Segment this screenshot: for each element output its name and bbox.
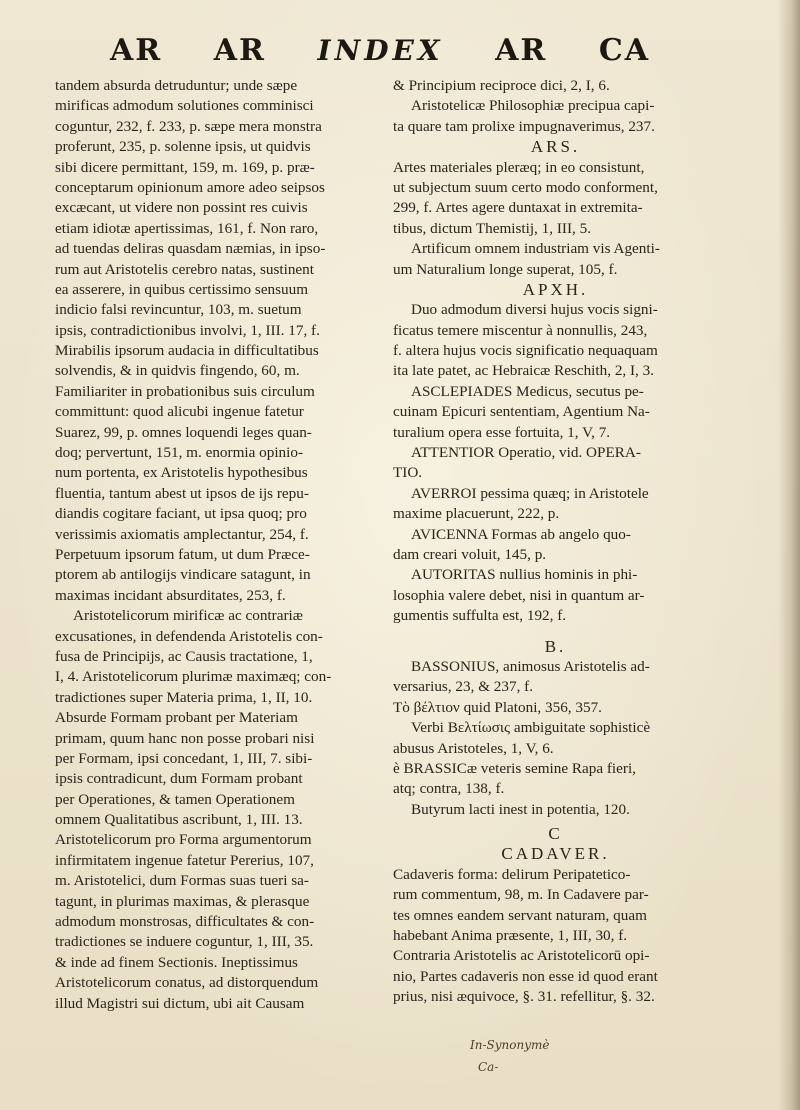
- right-column: [393, 76, 718, 1008]
- index-heading: ΑΡΧΗ.: [522, 279, 589, 299]
- text-line: verissimis axiomatis amplectantur, 254, f.: [55, 525, 309, 543]
- text-line: ea asserere, in quibus certissimo sensuum: [55, 280, 309, 298]
- header-word-1: AR: [110, 32, 163, 68]
- text-line: coguntur, 232, f. 233, p. sæpe mera monstra: [55, 117, 322, 135]
- text-line: Aristotelicorum conatus, ad distorquendum: [55, 974, 319, 992]
- text-line: tes omnes eandem servant naturam, quam: [393, 906, 647, 924]
- text-line: conceptarum opinionum amore adeo seipsos: [55, 178, 325, 196]
- text-line: nio, Partes cadaveris non esse id quod erant: [393, 967, 658, 985]
- text-line: doq; pervertunt, 151, m. enormia opinio-: [55, 444, 304, 462]
- text-line: è BRASSICæ veteris semine Rapa fieri,: [393, 759, 636, 777]
- text-line: Τὸ βέλτιον quid Platoni, 356, 357.: [393, 698, 602, 716]
- text-line: per Operationes, & tamen Operationem: [55, 790, 295, 808]
- text-line: maxime placuerunt, 222, p.: [393, 505, 560, 523]
- header-index: INDEX: [317, 33, 444, 67]
- text-line: ATTENTIOR Operatio, vid. OPERA-: [411, 444, 641, 462]
- text-line: infirmitatem ingenue fatetur Pererius, 107,: [55, 851, 314, 869]
- text-line: tradictiones super Materia prima, 1, II, 10.: [55, 688, 313, 706]
- text-line: dam creari voluit, 145, p.: [393, 545, 547, 563]
- text-line: Artes materiales pleræq; in eo consistunt,: [393, 158, 645, 176]
- text-line: AUTORITAS nullius hominis in phi-: [411, 566, 638, 584]
- text-line: rum aut Aristotelis cerebro natas, sustinent: [55, 260, 314, 278]
- index-heading: C: [548, 824, 563, 844]
- text-line: Aristotelicorum mirificæ ac contrariæ: [73, 607, 303, 625]
- index-heading: ARS.: [530, 137, 581, 157]
- text-line: versarius, 23, & 237, f.: [393, 678, 534, 696]
- text-line: illud Magistri sui dictum, ubi ait Causam: [55, 994, 305, 1012]
- text-line: maximas incidant absurditates, 253, f.: [55, 586, 286, 604]
- text-line: Butyrum lacti inest in potentia, 120.: [411, 800, 630, 818]
- text-line: I, 4. Aristotelicorum plurimæ maximæq; con-: [55, 668, 332, 686]
- text-line: proferunt, 235, p. solenne ipsis, ut quidvis: [55, 138, 311, 156]
- text-line: & Principium reciproce dici, 2, I, 6.: [393, 77, 610, 94]
- text-line: cuinam Epicuri sententiam, Agentium Na-: [393, 403, 650, 421]
- text-line: ficatus temere miscentur à nonnullis, 243,: [393, 321, 648, 339]
- header-word-4: AR: [495, 32, 548, 68]
- text-line: ad tuendas deliras quasdam næmias, in ipso-: [55, 240, 326, 258]
- text-line: rum commentum, 98, m. In Cadavere par-: [393, 886, 649, 904]
- index-heading: B.: [544, 636, 567, 656]
- text-line: fluentia, tantum abest ut ipsos de ijs repu-: [55, 484, 309, 502]
- text-line: tibus, dictum Themistij, 1, III, 5.: [393, 219, 591, 237]
- text-line: ASCLEPIADES Medicus, secutus pe-: [411, 382, 644, 400]
- text-line: num portenta, ex Aristotelis hypothesibus: [55, 464, 308, 482]
- text-line: losophia valere debet, nisi in quantum ar-: [393, 586, 645, 604]
- text-line: gumentis suffulta est, 192, f.: [393, 607, 567, 625]
- text-line: ta quare tam prolixe impugnaverimus, 237.: [393, 117, 655, 135]
- page-header: [110, 30, 650, 70]
- text-line: TIO.: [393, 464, 423, 482]
- text-line: excæcant, ut videre non possint res cuivis: [55, 199, 308, 217]
- text-line: AVERROI pessima quæq; in Aristotele: [411, 484, 649, 502]
- text-line: Aristotelicorum pro Forma argumentorum: [55, 831, 312, 849]
- text-line: per Formam, ipsi concedant, 1, III, 7. sibi-: [55, 749, 313, 767]
- text-line: ipsis, contradictionibus involvi, 1, III. 17, f.: [55, 321, 320, 339]
- header-word-2: AR: [213, 32, 266, 68]
- text-line: Mirabilis ipsorum audacia in difficultatibus: [55, 342, 319, 360]
- text-line: indicio falsi revincuntur, 103, m. suetum: [55, 301, 302, 319]
- text-line: Perpetuum ipsorum fatum, ut dum Præce-: [55, 545, 310, 563]
- text-line: habebant Anima præsente, 1, III, 30, f.: [393, 927, 628, 945]
- page-spine-shadow: [778, 0, 800, 1110]
- text-line: committunt: quod alicubi ingenue fatetur: [55, 403, 304, 421]
- text-line: admodum monstrosas, difficultates & con-: [55, 913, 315, 931]
- left-column: [55, 76, 380, 1014]
- text-line: Contraria Aristotelis ac Aristotelicorū opi-: [393, 947, 650, 965]
- handwritten-note: In-Synonymè: [470, 1038, 550, 1052]
- text-line: BASSONIUS, animosus Aristotelis ad-: [411, 657, 650, 675]
- text-line: Verbi Βελτίωσις ambiguitate sophisticè: [411, 719, 651, 737]
- text-line: abusus Aristoteles, 1, V, 6.: [393, 739, 554, 757]
- text-line: turalium opera esse fortuita, 1, V, 7.: [393, 423, 611, 441]
- text-line: ut subjectum suum certo modo conforment,: [393, 178, 658, 196]
- text-line: fusa de Principijs, ac Causis tractatione, 1,: [55, 647, 313, 665]
- text-line: AVICENNA Formas ab angelo quo-: [411, 525, 631, 543]
- text-line: [393, 627, 718, 637]
- text-line: Familiariter in probationibus suis circulum: [55, 382, 315, 400]
- text-line: sibi dicere permittant, 159, m. 169, p. præ-: [55, 158, 315, 176]
- catchword: Ca-: [478, 1060, 499, 1074]
- text-line: primam, quum hanc non posse probari nisi: [55, 729, 315, 747]
- text-line: Suarez, 99, p. omnes loquendi leges quan-: [55, 423, 312, 441]
- text-line: um Naturalium longe superat, 105, f.: [393, 260, 618, 278]
- text-line: m. Aristotelici, dum Formas suas tueri sa-: [55, 872, 309, 890]
- text-line: Duo admodum diversi hujus vocis signi-: [411, 301, 658, 319]
- text-line: etiam idiotæ apertissimas, 161, f. Non raro,: [55, 219, 319, 237]
- text-line: solvendis, & in quidvis fingendo, 60, m.: [55, 362, 300, 380]
- text-line: tradictiones se induere coguntur, 1, III, 35.: [55, 933, 314, 951]
- text-line: diandis cogitare faciant, ut ipsa quoq; pro: [55, 505, 307, 523]
- text-line: prius, nisi æquivoce, §. 31. refellitur, §. 32.: [393, 988, 655, 1006]
- text-line: 299, f. Artes agere duntaxat in extremita-: [393, 199, 643, 217]
- text-line: tandem absurda detruduntur; unde sæpe: [55, 77, 298, 94]
- text-line: Absurde Formam probant per Materiam: [55, 709, 298, 727]
- text-line: atq; contra, 138, f.: [393, 780, 505, 798]
- text-line: Artificum omnem industriam vis Agenti-: [411, 240, 660, 258]
- text-line: ita late patet, ac Hebraicæ Reschith, 2, I, 3.: [393, 362, 655, 380]
- text-line: excusationes, in defendenda Aristotelis con-: [55, 627, 323, 645]
- text-line: omnem Qualitatibus ascribunt, 1, III. 13.: [55, 811, 303, 829]
- header-word-5: CA: [598, 32, 650, 68]
- text-line: mirificas admodum solutiones comminisci: [55, 97, 314, 115]
- index-heading: CADAVER.: [501, 844, 610, 864]
- text-line: tagunt, in plurimas maximas, & plerasque: [55, 892, 310, 910]
- text-line: Cadaveris forma: delirum Peripatetico-: [393, 865, 631, 883]
- text-line: ptorem ab antilogijs vindicare satagunt, in: [55, 566, 311, 584]
- text-line: ipsis contradicunt, dum Formam probant: [55, 770, 303, 788]
- text-line: f. altera hujus vocis significatio nequaquam: [393, 342, 658, 360]
- text-line: & inde ad finem Sectionis. Ineptissimus: [55, 953, 298, 971]
- text-line: Aristotelicæ Philosophiæ precipua capi-: [411, 97, 655, 115]
